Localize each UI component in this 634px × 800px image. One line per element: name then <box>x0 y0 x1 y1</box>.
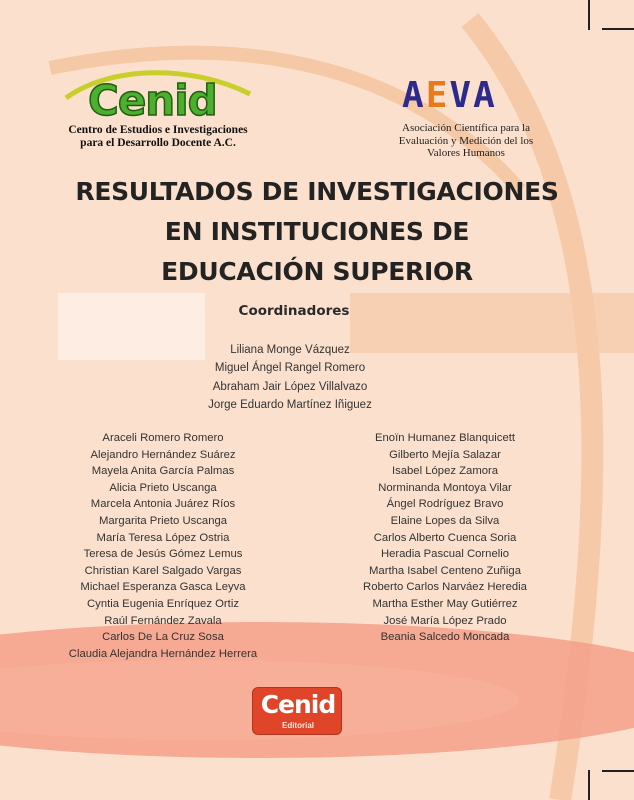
author-name: Marcela Antonia Juárez Ríos <box>90 498 236 511</box>
author-name: Carlos De La Cruz Sosa <box>102 631 224 644</box>
author-name: Margarita Prieto Uscanga <box>98 514 228 527</box>
author-name: Michael Esperanza Gasca Leyva <box>80 581 246 594</box>
author-name: Heradia Pascual Cornelio <box>380 548 510 561</box>
cenid-wordmark: Cenid <box>88 76 217 125</box>
aeva-logo <box>392 75 540 162</box>
authors-list-right <box>340 430 550 646</box>
aeva-subtitle: Asociación Científica para la Evaluación y Medición del los Valores Humanos <box>398 122 534 159</box>
author-name: Isabel López Zamora <box>391 465 499 478</box>
author-name: Araceli Romero Romero <box>102 432 224 444</box>
author-name: José María López Prado <box>383 614 507 627</box>
author-name: Ángel Rodríguez Bravo <box>386 498 504 511</box>
author-name: Beania Salcedo Moncada <box>380 631 510 644</box>
cenid-editorial-logo <box>252 687 342 735</box>
author-name: Cyntia Eugenia Enríquez Ortiz <box>87 597 239 610</box>
title-line: EN INSTITUCIONES DE <box>164 217 470 246</box>
author-name: Claudia Alejandra Hernández Herrera <box>68 647 258 660</box>
author-name: Elaine Lopes da Silva <box>390 514 500 527</box>
author-name: Norminanda Montoya Vilar <box>378 481 512 494</box>
coordinators-list <box>180 341 400 415</box>
cenid-subtitle: Centro de Estudios e Investigaciones para el Desarrollo Docente A.C. <box>68 124 248 149</box>
coordinator-name: Liliana Monge Vázquez <box>230 344 350 356</box>
book-title <box>40 172 594 292</box>
coordinator-name: Abraham Jair López Villalvazo <box>212 380 368 393</box>
author-name: Alicia Prieto Uscanga <box>109 481 217 494</box>
author-name: Enoïn Humanez Blanquicett <box>374 432 516 444</box>
author-name: Gilberto Mejía Salazar <box>389 448 501 461</box>
crop-mark-top-h <box>602 28 634 30</box>
author-name: Martha Esther May Gutiérrez <box>372 597 518 610</box>
editorial-wordmark: Cenid <box>260 690 336 719</box>
author-name: María Teresa López Ostria <box>96 531 230 544</box>
crop-mark-top-v <box>588 0 590 30</box>
author-name: Teresa de Jesús Gómez Lemus <box>83 548 243 561</box>
crop-mark-bottom-h <box>602 770 634 772</box>
coordinator-name: Jorge Eduardo Martínez Iñiguez <box>208 399 372 412</box>
author-name: Martha Isabel Centeno Zuñiga <box>369 564 521 577</box>
author-name: Christian Karel Salgado Vargas <box>84 564 242 577</box>
author-name: Alejandro Hernández Suárez <box>90 448 236 461</box>
coordinators-heading: Coordinadores <box>238 303 350 319</box>
author-name: Carlos Alberto Cuenca Soria <box>373 531 517 544</box>
cenid-logo <box>60 74 260 154</box>
coordinator-name: Miguel Ángel Rangel Romero <box>214 362 366 375</box>
author-name: Raúl Fernández Zavala <box>104 614 222 627</box>
title-line: RESULTADOS DE INVESTIGACIONES <box>75 177 559 206</box>
author-name: Roberto Carlos Narváez Heredia <box>363 581 527 594</box>
aeva-wordmark: AEVA <box>402 75 497 116</box>
crop-mark-bottom-v <box>588 770 590 800</box>
authors-list-left <box>40 430 286 662</box>
title-line: EDUCACIÓN SUPERIOR <box>161 257 473 286</box>
author-name: Mayela Anita García Palmas <box>91 465 235 478</box>
editorial-subtitle: Editorial <box>281 721 314 730</box>
